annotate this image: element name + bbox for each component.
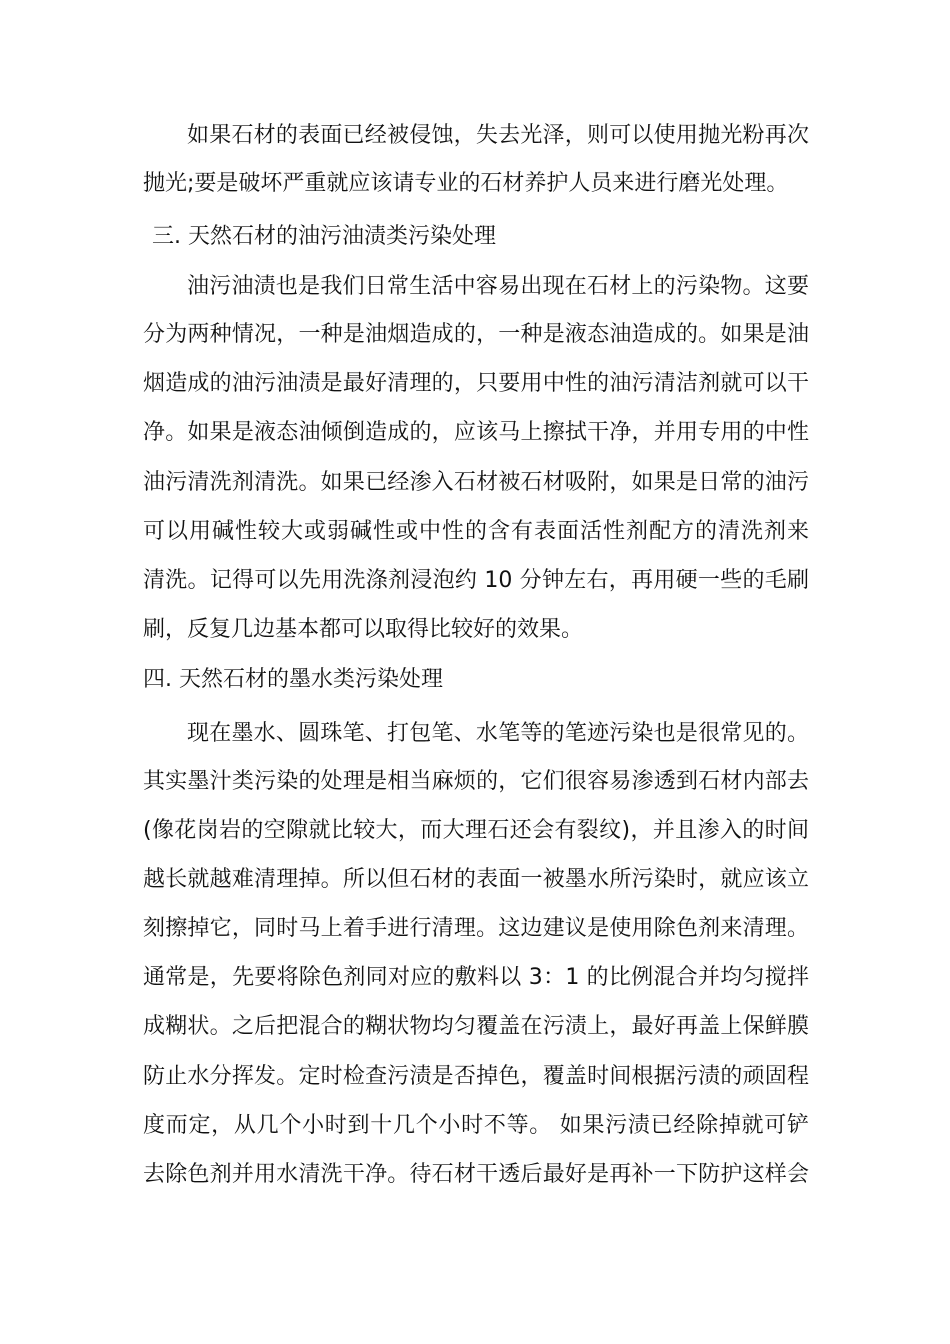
section-heading-3: 三. 天然石材的油污油渍类污染处理 [152, 224, 496, 249]
paragraph-line: 如果石材的表面已经被侵蚀，失去光泽，则可以使用抛光粉再次 [187, 123, 809, 148]
paragraph-line: 烟造成的油污油渍是最好清理的，只要用中性的油污清洁剂就可以干 [143, 371, 809, 396]
paragraph-line: 刷，反复几边基本都可以取得比较好的效果。 [143, 617, 584, 642]
paragraph-line: 油污清洗剂清洗。如果已经渗入石材被石材吸附，如果是日常的油污 [143, 470, 809, 495]
paragraph-line: 现在墨水、圆珠笔、打包笔、水笔等的笔迹污染也是很常见的。 [187, 721, 809, 746]
paragraph-line: 去除色剂并用水清洗干净。待石材干透后最好是再补一下防护这样会 [143, 1162, 809, 1187]
paragraph-line: 分为两种情况，一种是油烟造成的，一种是液态油造成的。如果是油 [143, 322, 809, 347]
paragraph-line: 刻擦掉它，同时马上着手进行清理。这边建议是使用除色剂来清理。 [143, 916, 809, 941]
paragraph-line: 通常是，先要将除色剂同对应的敷料以 3：1 的比例混合并均匀搅拌 [143, 965, 809, 990]
paragraph-line: 其实墨汁类污染的处理是相当麻烦的，它们很容易渗透到石材内部去 [143, 769, 809, 794]
paragraph-line: 度而定，从几个小时到十几个小时不等。 如果污渍已经除掉就可铲 [143, 1113, 809, 1138]
paragraph-line: 清洗。记得可以先用洗涤剂浸泡约 10 分钟左右，再用硬一些的毛刷 [143, 568, 809, 593]
paragraph-line: 油污油渍也是我们日常生活中容易出现在石材上的污染物。这要 [187, 274, 809, 299]
paragraph-line: (像花岗岩的空隙就比较大，而大理石还会有裂纹)，并且渗入的时间 [143, 818, 809, 843]
paragraph-line: 净。如果是液态油倾倒造成的，应该马上擦拭干净，并用专用的中性 [143, 420, 809, 445]
paragraph-line: 越长就越难清理掉。所以但石材的表面一被墨水所污染时，就应该立 [143, 867, 809, 892]
paragraph-line: 抛光;要是破坏严重就应该请专业的石材养护人员来进行磨光处理。 [143, 171, 789, 196]
paragraph-line: 可以用碱性较大或弱碱性或中性的含有表面活性剂配方的清洗剂来 [143, 519, 809, 544]
paragraph-line: 防止水分挥发。定时检查污渍是否掉色，覆盖时间根据污渍的顽固程 [143, 1064, 809, 1089]
section-heading-4: 四. 天然石材的墨水类污染处理 [143, 667, 443, 692]
paragraph-line: 成糊状。之后把混合的糊状物均匀覆盖在污渍上，最好再盖上保鲜膜 [143, 1014, 809, 1039]
